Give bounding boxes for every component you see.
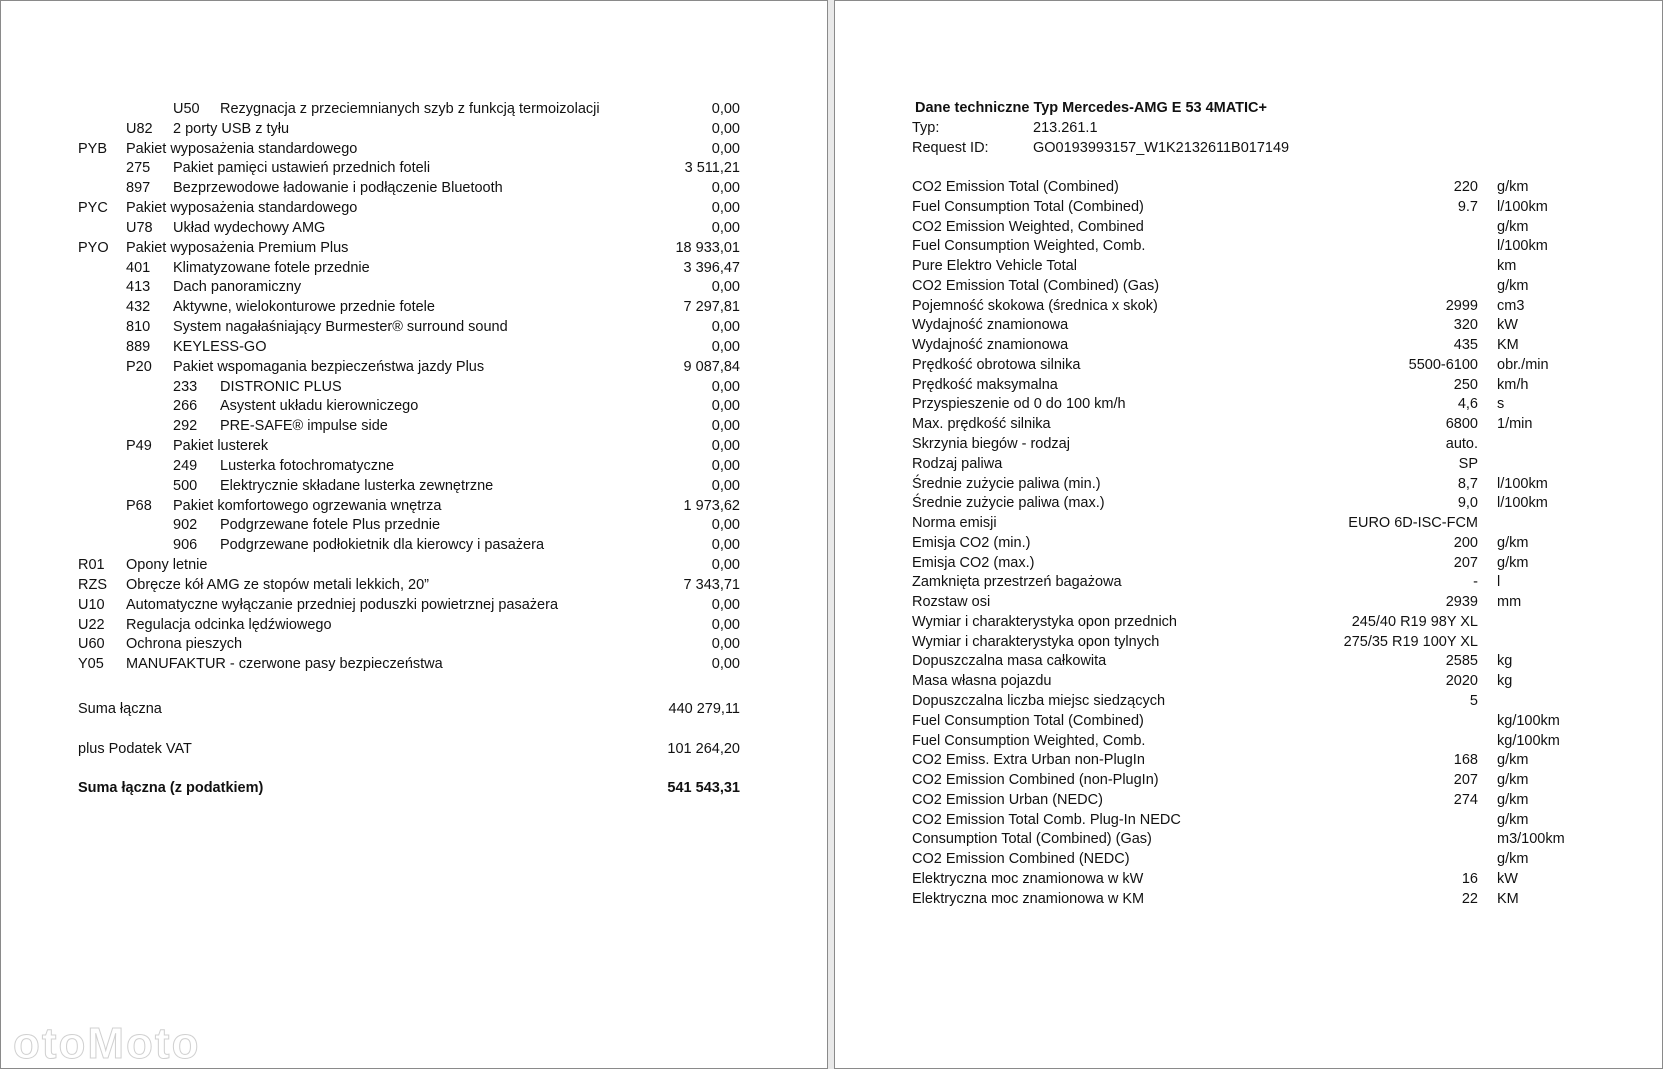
right-page	[834, 0, 1663, 1069]
item-price: 0,00	[711, 200, 740, 216]
spec-label: CO2 Emission Total Comb. Plug-In NEDC	[912, 812, 1181, 828]
spec-label: CO2 Emission Combined (non-PlugIn)	[912, 772, 1159, 788]
spec-value: 9.7	[1457, 199, 1478, 215]
spec-label: Pure Elektro Vehicle Total	[912, 258, 1077, 274]
item-label: Pakiet wspomagania bezpieczeństwa jazdy Plus	[173, 359, 485, 375]
spec-unit: kg	[1497, 673, 1513, 689]
item-price: 0,00	[711, 121, 740, 137]
table-row	[1, 158, 829, 178]
spec-value: 8,7	[1457, 476, 1478, 492]
spec-unit: g/km	[1497, 772, 1529, 788]
table-row	[1, 297, 829, 317]
spec-unit: mm	[1497, 594, 1522, 610]
table-row	[1, 595, 829, 615]
item-price: 0,00	[711, 617, 740, 633]
spec-label: Fuel Consumption Total (Combined)	[912, 199, 1144, 215]
spec-unit: l/100km	[1497, 495, 1548, 511]
spec-row	[835, 177, 1663, 197]
spec-value: 168	[1453, 752, 1478, 768]
item-code: U78	[126, 220, 153, 236]
spec-label: Prędkość obrotowa silnika	[912, 357, 1081, 373]
item-label: Obręcze kół AMG ze stopów metali lekkich, 20”	[126, 577, 430, 593]
spec-unit: m3/100km	[1497, 831, 1565, 847]
table-row	[1, 99, 829, 119]
table-row	[1, 436, 829, 456]
spec-row	[835, 355, 1663, 375]
spec-row	[835, 691, 1663, 711]
spec-label: Wymiar i charakterystyka opon tylnych	[912, 634, 1160, 650]
item-label: Pakiet lusterek	[173, 438, 269, 454]
spec-unit: l/100km	[1497, 476, 1548, 492]
spec-value: 16	[1461, 871, 1478, 887]
spec-value: 220	[1453, 179, 1478, 195]
item-code: 266	[173, 398, 198, 414]
item-label: MANUFAKTUR - czerwone pasy bezpieczeństwa	[126, 656, 443, 672]
item-label: Pakiet wyposażenia Premium Plus	[126, 240, 349, 256]
spec-value: 274	[1453, 792, 1478, 808]
item-label: 2 porty USB z tyłu	[173, 121, 290, 137]
spec-label: Prędkość maksymalna	[912, 377, 1058, 393]
spec-value: 245/40 R19 98Y XL	[1351, 614, 1478, 630]
spec-row	[835, 335, 1663, 355]
table-row	[1, 515, 829, 535]
spec-unit: g/km	[1497, 792, 1529, 808]
spec-unit: KM	[1497, 337, 1519, 353]
item-price: 0,00	[711, 180, 740, 196]
table-row	[1, 575, 829, 595]
table-row	[1, 277, 829, 297]
spec-label: Elektryczna moc znamionowa w kW	[912, 871, 1144, 887]
spec-row	[835, 276, 1663, 296]
item-label: Opony letnie	[126, 557, 208, 573]
spec-value: 200	[1453, 535, 1478, 551]
item-label: System nagałaśniający Burmester® surround sound	[173, 319, 508, 335]
sum-label: Suma łączna	[78, 701, 162, 717]
table-row	[1, 396, 829, 416]
spec-label: Wymiar i charakterystyka opon przednich	[912, 614, 1178, 630]
item-code: Y05	[78, 656, 104, 672]
item-code: R01	[78, 557, 105, 573]
spec-row	[835, 296, 1663, 316]
spec-label: CO2 Emission Combined (NEDC)	[912, 851, 1130, 867]
item-code: P68	[126, 498, 152, 514]
item-price: 7 297,81	[683, 299, 740, 315]
item-label: Podgrzewane podłokietnik dla kierowcy i pasażera	[220, 537, 545, 553]
request-id-value: GO0193993157_W1K2132611B017149	[1033, 140, 1290, 156]
spec-unit: s	[1497, 396, 1505, 412]
item-price: 0,00	[711, 418, 740, 434]
spec-value: 5500-6100	[1408, 357, 1478, 373]
spec-label: Średnie zużycie paliwa (min.)	[912, 476, 1101, 492]
spec-value: EURO 6D-ISC-FCM	[1348, 515, 1478, 531]
item-price: 0,00	[711, 478, 740, 494]
vat-label: plus Podatek VAT	[78, 741, 192, 757]
item-label: Podgrzewane fotele Plus przednie	[220, 517, 441, 533]
item-label: Regulacja odcinka lędźwiowego	[126, 617, 332, 633]
table-row	[1, 476, 829, 496]
spec-row	[835, 513, 1663, 533]
spec-value: 22	[1461, 891, 1478, 907]
item-price: 18 933,01	[675, 240, 740, 256]
item-price: 9 087,84	[683, 359, 740, 375]
spec-row	[835, 217, 1663, 237]
table-row	[1, 258, 829, 278]
item-code: 233	[173, 379, 198, 395]
spec-row	[835, 632, 1663, 652]
spec-row	[835, 889, 1663, 909]
spec-row	[835, 810, 1663, 830]
spec-value: 207	[1453, 772, 1478, 788]
spec-unit: KM	[1497, 891, 1519, 907]
spec-value: 2999	[1445, 298, 1478, 314]
table-row	[1, 178, 829, 198]
spec-unit: kg/100km	[1497, 733, 1560, 749]
item-label: Aktywne, wielokonturowe przednie fotele	[173, 299, 435, 315]
table-row	[1, 535, 829, 555]
spec-label: Dopuszczalna liczba miejsc siedzących	[912, 693, 1166, 709]
spec-row	[835, 454, 1663, 474]
spec-unit: kg/100km	[1497, 713, 1560, 729]
spec-unit: km/h	[1497, 377, 1529, 393]
typ-label: Typ:	[912, 120, 940, 136]
item-code: 275	[126, 160, 151, 176]
spec-value: 2585	[1445, 653, 1478, 669]
left-page	[0, 0, 828, 1069]
item-label: Lusterka fotochromatyczne	[220, 458, 395, 474]
item-price: 0,00	[711, 458, 740, 474]
spec-row	[835, 750, 1663, 770]
spec-label: Consumption Total (Combined) (Gas)	[912, 831, 1152, 847]
spec-label: Norma emisji	[912, 515, 997, 531]
item-code: PYB	[78, 141, 108, 157]
table-row	[1, 654, 829, 674]
item-code: U82	[126, 121, 153, 137]
table-row	[1, 634, 829, 654]
spec-row	[835, 671, 1663, 691]
item-code: 432	[126, 299, 151, 315]
table-row	[1, 555, 829, 575]
item-price: 3 396,47	[683, 260, 740, 276]
item-code: 902	[173, 517, 198, 533]
request-id-label: Request ID:	[912, 140, 989, 156]
spec-unit: g/km	[1497, 851, 1529, 867]
spec-row	[835, 493, 1663, 513]
table-row	[1, 317, 829, 337]
spec-row	[835, 829, 1663, 849]
spec-label: Dopuszczalna masa całkowita	[912, 653, 1107, 669]
table-row	[1, 377, 829, 397]
table-row	[1, 496, 829, 516]
spec-label: CO2 Emission Weighted, Combined	[912, 219, 1144, 235]
spec-unit: obr./min	[1497, 357, 1549, 373]
item-price: 0,00	[711, 557, 740, 573]
spec-row	[835, 256, 1663, 276]
item-price: 0,00	[711, 517, 740, 533]
spec-value: 207	[1453, 555, 1478, 571]
item-code: RZS	[78, 577, 107, 593]
spec-unit: g/km	[1497, 812, 1529, 828]
item-label: Klimatyzowane fotele przednie	[173, 260, 370, 276]
table-row	[1, 139, 829, 159]
spec-label: Średnie zużycie paliwa (max.)	[912, 495, 1105, 511]
gross-value: 541 543,31	[667, 780, 740, 796]
sum-value: 440 279,11	[668, 701, 740, 717]
spec-row	[835, 553, 1663, 573]
item-code: P49	[126, 438, 152, 454]
spec-row	[835, 533, 1663, 553]
spec-label: Wydajność znamionowa	[912, 317, 1069, 333]
sum-total-row	[1, 699, 829, 719]
item-label: Automatyczne wyłączanie przedniej poduszki powietrznej pasażera	[126, 597, 559, 613]
spec-label: Wydajność znamionowa	[912, 337, 1069, 353]
item-label: PRE-SAFE® impulse side	[220, 418, 388, 434]
spec-value: auto.	[1445, 436, 1478, 452]
item-label: KEYLESS-GO	[173, 339, 267, 355]
item-code: 889	[126, 339, 151, 355]
table-row	[1, 198, 829, 218]
spec-unit: km	[1497, 258, 1517, 274]
spec-unit: 1/min	[1497, 416, 1533, 432]
item-label: Pakiet wyposażenia standardowego	[126, 200, 358, 216]
spec-row	[835, 572, 1663, 592]
spec-row	[835, 869, 1663, 889]
watermark-logo: otoMoto	[13, 1019, 201, 1068]
spec-value: 4,6	[1457, 396, 1478, 412]
spec-label: Masa własna pojazdu	[912, 673, 1052, 689]
table-row	[1, 357, 829, 377]
spec-unit: kg	[1497, 653, 1513, 669]
spec-row	[835, 612, 1663, 632]
item-code: P20	[126, 359, 152, 375]
item-code: 413	[126, 279, 151, 295]
spec-row	[835, 711, 1663, 731]
item-price: 0,00	[711, 597, 740, 613]
spec-unit: g/km	[1497, 219, 1529, 235]
spec-row	[835, 315, 1663, 335]
item-price: 0,00	[711, 319, 740, 335]
spec-value: 2939	[1445, 594, 1478, 610]
spec-unit: g/km	[1497, 555, 1529, 571]
spec-row	[835, 414, 1663, 434]
spec-label: Zamknięta przestrzeń bagażowa	[912, 574, 1122, 590]
spec-row	[835, 375, 1663, 395]
item-price: 0,00	[711, 379, 740, 395]
spec-row	[835, 651, 1663, 671]
item-code: U60	[78, 636, 105, 652]
spec-value: 5	[1469, 693, 1478, 709]
item-price: 1 973,62	[683, 498, 740, 514]
table-row	[1, 456, 829, 476]
item-price: 7 343,71	[683, 577, 740, 593]
item-code: PYO	[78, 240, 109, 256]
spec-value: 275/35 R19 100Y XL	[1343, 634, 1478, 650]
table-row	[1, 238, 829, 258]
spec-label: Rozstaw osi	[912, 594, 991, 610]
item-label: Pakiet pamięci ustawień przednich foteli	[173, 160, 431, 176]
item-price: 3 511,21	[684, 160, 740, 176]
spec-label: Elektryczna moc znamionowa w KM	[912, 891, 1145, 907]
item-label: Rezygnacja z przeciemnianych szyb z funkcją termoizolacji	[220, 101, 600, 117]
item-label: Dach panoramiczny	[173, 279, 302, 295]
spec-unit: l/100km	[1497, 199, 1548, 215]
spec-value: SP	[1458, 456, 1478, 472]
spec-row	[835, 474, 1663, 494]
item-price: 0,00	[711, 101, 740, 117]
spec-label: CO2 Emiss. Extra Urban non-PlugIn	[912, 752, 1145, 768]
item-code: 500	[173, 478, 198, 494]
item-code: 249	[173, 458, 198, 474]
spec-row	[835, 849, 1663, 869]
spec-label: Pojemność skokowa (średnica x skok)	[912, 298, 1158, 314]
item-price: 0,00	[711, 339, 740, 355]
spec-unit: l	[1497, 574, 1501, 590]
spec-unit: g/km	[1497, 278, 1529, 294]
typ-value: 213.261.1	[1033, 120, 1098, 136]
spec-value: 9,0	[1457, 495, 1478, 511]
item-code: U50	[173, 101, 200, 117]
spec-label: Rodzaj paliwa	[912, 456, 1003, 472]
spec-unit: g/km	[1497, 179, 1529, 195]
table-row	[1, 119, 829, 139]
spec-row	[835, 790, 1663, 810]
item-price: 0,00	[711, 398, 740, 414]
table-row	[1, 337, 829, 357]
item-label: Układ wydechowy AMG	[173, 220, 326, 236]
spec-unit: kW	[1497, 317, 1518, 333]
spec-unit: g/km	[1497, 752, 1529, 768]
item-code: 292	[173, 418, 198, 434]
spec-row	[835, 197, 1663, 217]
spec-row	[835, 434, 1663, 454]
item-price: 0,00	[711, 636, 740, 652]
spec-label: Fuel Consumption Weighted, Comb.	[912, 238, 1146, 254]
spec-value: 2020	[1445, 673, 1478, 689]
item-price: 0,00	[711, 141, 740, 157]
item-code: 906	[173, 537, 198, 553]
item-code: PYC	[78, 200, 108, 216]
item-code: 810	[126, 319, 151, 335]
item-label: DISTRONIC PLUS	[220, 379, 342, 395]
spec-unit: g/km	[1497, 535, 1529, 551]
spec-label: CO2 Emission Total (Combined) (Gas)	[912, 278, 1160, 294]
tech-data-title: Dane techniczne Typ Mercedes-AMG E 53 4MATIC+	[915, 100, 1267, 116]
spec-value: 435	[1453, 337, 1478, 353]
table-row	[1, 416, 829, 436]
item-label: Pakiet wyposażenia standardowego	[126, 141, 358, 157]
spec-value: -	[1473, 574, 1478, 590]
spec-value: 6800	[1445, 416, 1478, 432]
spec-label: CO2 Emission Total (Combined)	[912, 179, 1119, 195]
item-label: Bezprzewodowe ładowanie i podłączenie Bluetooth	[173, 180, 503, 196]
item-price: 0,00	[711, 656, 740, 672]
item-price: 0,00	[711, 438, 740, 454]
item-price: 0,00	[711, 220, 740, 236]
item-code: U10	[78, 597, 105, 613]
item-label: Elektrycznie składane lusterka zewnętrzne	[220, 478, 494, 494]
gross-label: Suma łączna (z podatkiem)	[78, 780, 264, 796]
spec-row	[835, 236, 1663, 256]
item-code: U22	[78, 617, 105, 633]
item-price: 0,00	[711, 537, 740, 553]
spec-unit: l/100km	[1497, 238, 1548, 254]
item-code: 401	[126, 260, 151, 276]
table-row	[1, 615, 829, 635]
spec-label: Skrzynia biegów - rodzaj	[912, 436, 1070, 452]
item-label: Asystent układu kierowniczego	[220, 398, 419, 414]
item-code: 897	[126, 180, 151, 196]
table-row	[1, 218, 829, 238]
spec-unit: cm3	[1497, 298, 1525, 314]
item-price: 0,00	[711, 279, 740, 295]
spec-unit: kW	[1497, 871, 1518, 887]
spec-label: Max. prędkość silnika	[912, 416, 1051, 432]
spec-value: 320	[1453, 317, 1478, 333]
spec-row	[835, 770, 1663, 790]
gross-total-row	[1, 778, 829, 798]
vat-value: 101 264,20	[667, 741, 740, 757]
spec-row	[835, 731, 1663, 751]
spec-label: CO2 Emission Urban (NEDC)	[912, 792, 1103, 808]
item-label: Pakiet komfortowego ogrzewania wnętrza	[173, 498, 442, 514]
spec-label: Emisja CO2 (max.)	[912, 555, 1035, 571]
spec-label: Przyspieszenie od 0 do 100 km/h	[912, 396, 1126, 412]
vat-total-row	[1, 739, 829, 759]
spec-row	[835, 394, 1663, 414]
spec-label: Fuel Consumption Total (Combined)	[912, 713, 1144, 729]
spec-value: 250	[1453, 377, 1478, 393]
item-label: Ochrona pieszych	[126, 636, 243, 652]
spec-row	[835, 592, 1663, 612]
spec-label: Fuel Consumption Weighted, Comb.	[912, 733, 1146, 749]
spec-label: Emisja CO2 (min.)	[912, 535, 1031, 551]
